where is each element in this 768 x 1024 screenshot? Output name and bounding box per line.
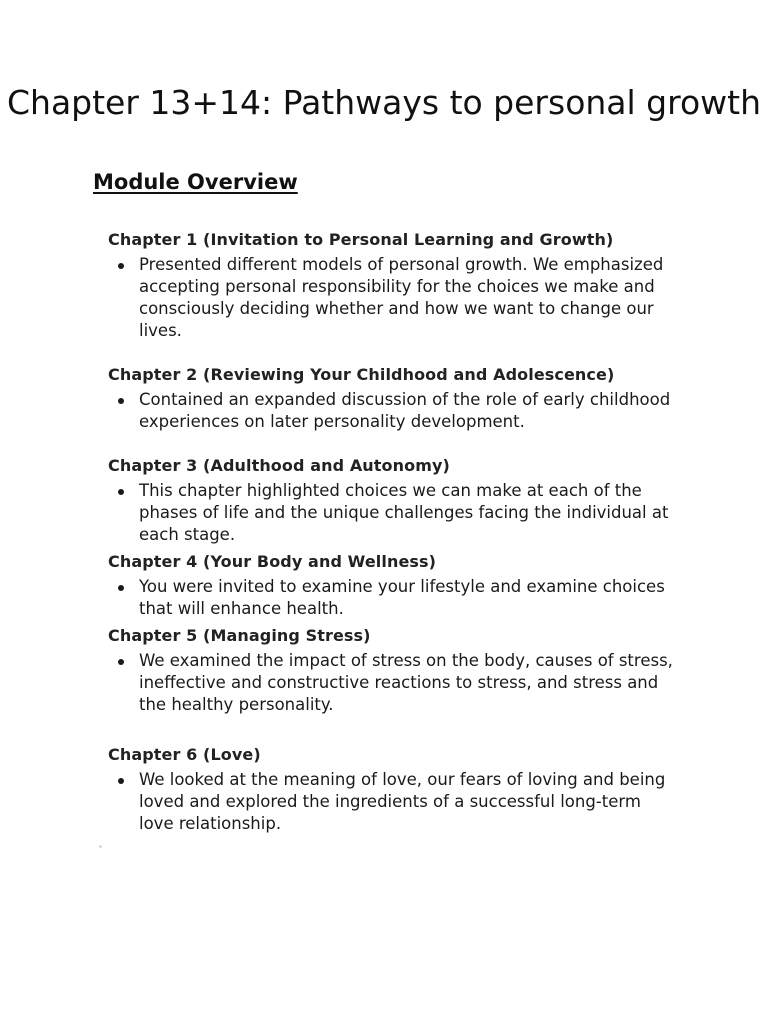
bullet-icon — [118, 659, 124, 665]
chapter-bullet-item — [108, 254, 679, 342]
chapter-bullet-item — [108, 769, 679, 835]
chapter-5-section — [108, 625, 708, 716]
bullet-text: We examined the impact of stress on the body, causes of stress, ineffective and constructive reactions to stress, and stress and the healthy personality. — [139, 651, 673, 714]
chapter-bullet-list — [108, 650, 708, 716]
chapter-bullet-list — [108, 769, 708, 835]
bullet-icon — [118, 489, 124, 495]
bullet-icon — [118, 398, 124, 404]
module-overview-heading: Module Overview — [93, 170, 298, 194]
chapter-1-section — [108, 229, 708, 342]
bullet-text: This chapter highlighted choices we can make at each of the phases of life and the unique challenges facing the individual at each stage. — [139, 481, 669, 544]
bullet-text: Presented different models of personal growth. We emphasized accepting personal responsibility for the choices we make and consciously deciding whether and how we want to change our lives. — [139, 255, 664, 340]
chapter-bullet-list — [108, 254, 708, 342]
chapter-heading: Chapter 2 (Reviewing Your Childhood and Adolescence) — [108, 365, 615, 384]
chapter-heading: Chapter 3 (Adulthood and Autonomy) — [108, 456, 450, 475]
chapter-heading: Chapter 4 (Your Body and Wellness) — [108, 552, 437, 571]
chapter-bullet-list — [108, 576, 708, 620]
bullet-icon — [118, 263, 124, 269]
chapter-bullet-list — [108, 389, 708, 433]
chapter-6-section — [108, 744, 708, 835]
chapter-bullet-item — [108, 389, 679, 433]
bullet-icon — [118, 585, 124, 591]
chapter-bullet-item — [108, 650, 679, 716]
bullet-text: We looked at the meaning of love, our fears of loving and being loved and explored the ingredients of a successful long-term love relationship. — [139, 770, 666, 833]
bullet-text: You were invited to examine your lifestyle and examine choices that will enhance health. — [139, 577, 665, 618]
bullet-icon — [118, 778, 124, 784]
chapter-bullet-list — [108, 480, 708, 546]
chapter-4-section — [108, 551, 708, 620]
bullet-text: Contained an expanded discussion of the role of early childhood experiences on later personality development. — [139, 390, 671, 431]
chapter-heading: Chapter 5 (Managing Stress) — [108, 626, 371, 645]
scan-speck — [99, 845, 102, 848]
chapter-3-section — [108, 455, 708, 546]
chapter-2-section — [108, 364, 708, 433]
chapter-heading: Chapter 1 (Invitation to Personal Learning and Growth) — [108, 230, 614, 249]
chapter-heading: Chapter 6 (Love) — [108, 745, 261, 764]
chapter-bullet-item — [108, 576, 679, 620]
document-title: Chapter 13+14: Pathways to personal growth — [6, 83, 762, 122]
chapter-bullet-item — [108, 480, 679, 546]
